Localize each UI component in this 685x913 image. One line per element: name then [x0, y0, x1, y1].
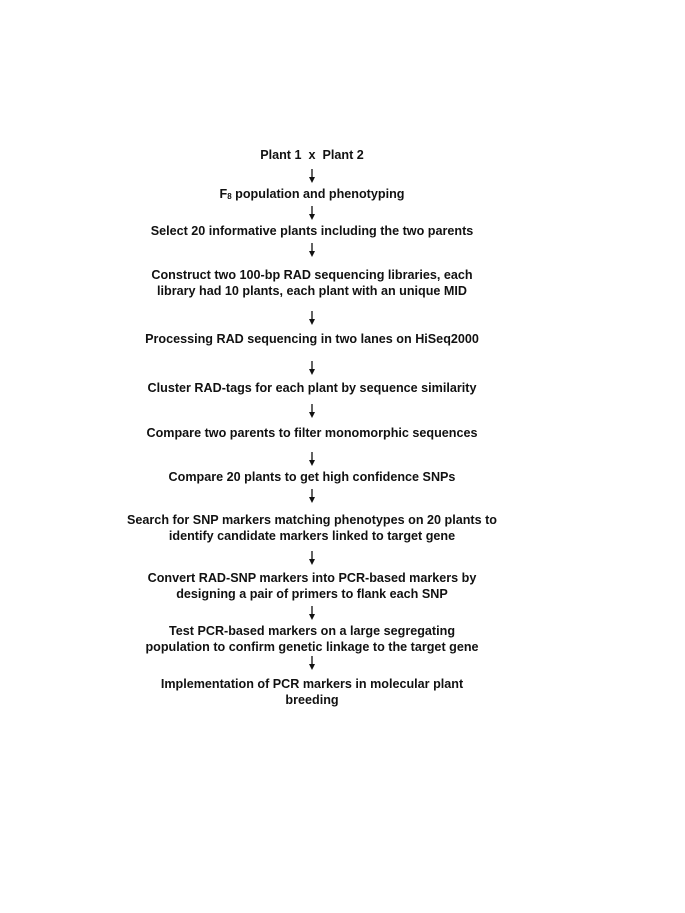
step-implementation [0, 676, 624, 708]
down-arrow-icon [307, 606, 317, 620]
step-text-line-1: Convert RAD-SNP markers into PCR-based markers by [147, 571, 477, 585]
down-arrow-icon [307, 551, 317, 565]
step-convert-markers [0, 570, 624, 602]
step-text: population and phenotyping [231, 187, 405, 201]
subscript: 8 [227, 192, 232, 201]
step-processing-sequencing [0, 331, 624, 347]
step-text-line-2: identify candidate markers linked to target gene [168, 529, 456, 543]
down-arrow-icon [307, 404, 317, 418]
step-parents-cross [0, 147, 624, 163]
step-text-line-1: Construct two 100-bp RAD sequencing libraries, each [151, 268, 473, 282]
down-arrow-icon [307, 489, 317, 503]
down-arrow-icon [307, 206, 317, 220]
step-compare-parents [0, 425, 624, 441]
step-text: Select 20 informative plants including the two parents [150, 224, 474, 238]
step-select-plants [0, 223, 624, 239]
step-search-snp-markers [0, 512, 624, 544]
step-text-line-1: Search for SNP markers matching phenotypes on 20 plants to [127, 513, 497, 527]
step-text-line-2: designing a pair of primers to flank each SNP [176, 587, 448, 601]
down-arrow-icon [307, 656, 317, 670]
down-arrow-icon [307, 243, 317, 257]
step-f8-population [0, 186, 624, 205]
step-text: Cluster RAD-tags for each plant by sequence similarity [147, 381, 477, 395]
down-arrow-icon [307, 311, 317, 325]
step-text-line-1: Test PCR-based markers on a large segregating [168, 624, 456, 638]
step-text: Processing RAD sequencing in two lanes on HiSeq2000 [145, 332, 479, 346]
step-text: Compare 20 plants to get high confidence SNPs [168, 470, 456, 484]
step-text-line-2: library had 10 plants, each plant with an unique MID [157, 284, 467, 298]
step-text: Plant 1 x Plant 2 [260, 148, 364, 162]
down-arrow-icon [307, 169, 317, 183]
step-text-line-2: breeding [285, 693, 339, 707]
step-compare-20-plants [0, 469, 624, 485]
step-text-line-1: Implementation of PCR markers in molecular plant [160, 677, 464, 691]
down-arrow-icon [307, 452, 317, 466]
step-text: Compare two parents to filter monomorphic sequences [146, 426, 478, 440]
step-test-pcr-markers [0, 623, 624, 655]
step-cluster-rad-tags [0, 380, 624, 396]
step-construct-libraries [0, 267, 624, 299]
step-text-line-2: population to confirm genetic linkage to the target gene [145, 640, 479, 654]
down-arrow-icon [307, 361, 317, 375]
step-text-prefix: F [219, 187, 228, 201]
